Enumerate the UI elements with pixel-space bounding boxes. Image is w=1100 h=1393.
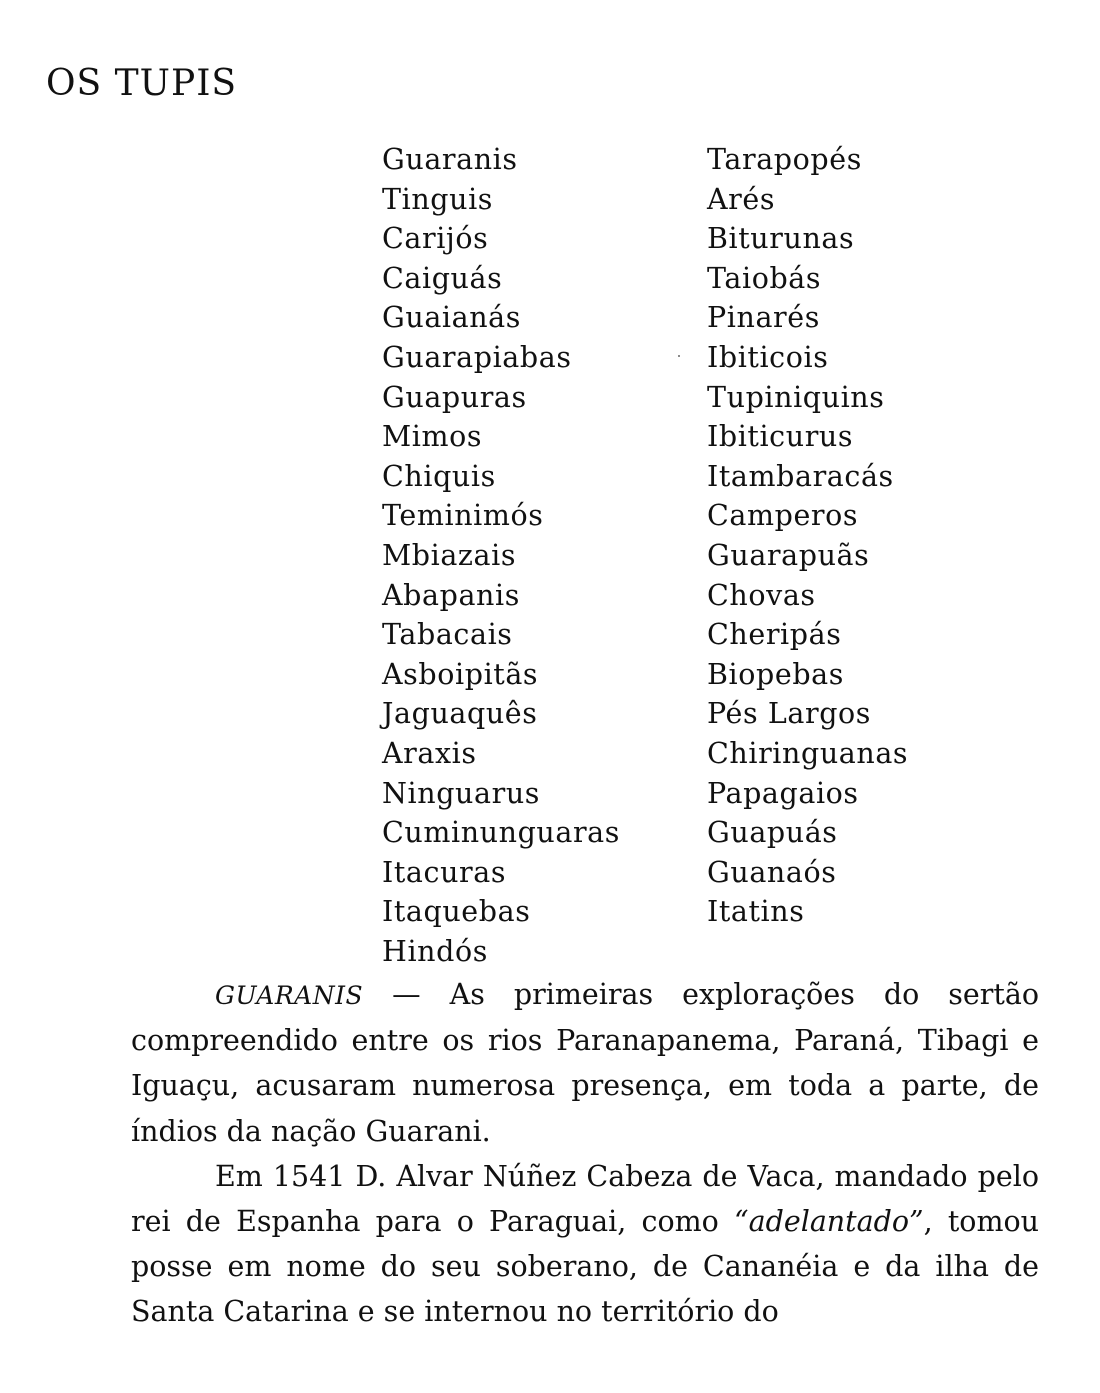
tribe-name: Pés Largos bbox=[707, 697, 872, 731]
tribe-name: Guapuras bbox=[382, 380, 527, 414]
tribe-name: Papagaios bbox=[707, 776, 859, 810]
tribe-name: Pinarés bbox=[707, 301, 820, 335]
tribe-name: Guaranis bbox=[382, 143, 518, 176]
paragraph-guaranis bbox=[131, 972, 1039, 1154]
tribe-name: Ibiticurus bbox=[707, 420, 854, 454]
tribe-name: Mbiazais bbox=[382, 538, 517, 572]
tribe-name: Abapanis bbox=[382, 578, 520, 612]
paragraph-quote: “adelantado” bbox=[734, 1205, 924, 1239]
tribe-name: Tupiniquins bbox=[707, 380, 885, 414]
tribe-name: Chiquis bbox=[382, 459, 496, 493]
tribe-name: Jaguaquês bbox=[382, 697, 538, 731]
tribe-name: Teminimós bbox=[382, 499, 544, 533]
tribe-name: Itaquebas bbox=[382, 895, 531, 929]
paragraph-lead: GUARANIS bbox=[215, 981, 364, 1010]
tribe-name: Guarapiabas bbox=[382, 340, 572, 374]
tribe-name: Cuminunguaras bbox=[382, 816, 620, 850]
tribe-name: Carijós bbox=[382, 222, 489, 256]
tribe-name: Itacuras bbox=[382, 855, 507, 889]
tribe-name: Guaianás bbox=[382, 301, 521, 335]
body-text bbox=[131, 972, 1039, 1335]
tribe-name: Arés bbox=[707, 182, 776, 216]
paragraph-text: — As primeiras explorações do sertão compreendido entre os rios Paranapanema, Paraná, Tibagi e Iguaçu, acusaram numerosa presença, em toda a parte, de índios da nação Guarani. bbox=[131, 978, 1039, 1148]
tribe-name: Chovas bbox=[707, 578, 816, 612]
tribe-name: Ibiticois bbox=[707, 340, 829, 374]
tribe-name: Guapuás bbox=[707, 816, 838, 850]
tribe-name: Taiobás bbox=[707, 261, 822, 295]
tribe-list-right bbox=[707, 140, 908, 932]
tribe-name: Tabacais bbox=[382, 618, 513, 652]
tribe-name: Biopebas bbox=[707, 657, 844, 691]
tribe-name: Itatins bbox=[707, 895, 805, 929]
tribe-name: Itambaracás bbox=[707, 459, 894, 493]
print-speck bbox=[678, 355, 680, 357]
tribe-name: Ninguarus bbox=[382, 776, 541, 810]
paragraph-text-a: Em 1541 D. Alvar Núñez Cabeza de Vaca, mandado pelo rei de Espanha para o Paraguai, como bbox=[131, 1159, 1039, 1239]
tribe-name: Hindós bbox=[382, 934, 488, 968]
tribe-name: Biturunas bbox=[707, 222, 855, 256]
tribe-name: Tinguis bbox=[382, 182, 494, 216]
page-title: OS TUPIS bbox=[46, 63, 238, 104]
tribe-name: Araxis bbox=[382, 736, 477, 770]
paragraph-text-b: , tomou posse em nome do seu soberano, de Cananéia e da ilha de Santa Catarina e se internou no território do bbox=[131, 1205, 1039, 1329]
tribe-name: Guarapuãs bbox=[707, 538, 870, 572]
tribe-name: Guanaós bbox=[707, 855, 837, 889]
tribe-name: Camperos bbox=[707, 499, 859, 533]
paragraph-cabeza-de-vaca bbox=[131, 1154, 1039, 1335]
tribe-name: Mimos bbox=[382, 420, 483, 454]
tribe-name: Cheripás bbox=[707, 618, 842, 652]
tribe-name: Chiringuanas bbox=[707, 736, 909, 770]
tribe-name: Asboipitãs bbox=[382, 657, 539, 691]
tribe-name: Tarapopés bbox=[707, 143, 862, 176]
tribe-name: Caiguás bbox=[382, 261, 503, 295]
tribe-list-left bbox=[382, 140, 620, 971]
